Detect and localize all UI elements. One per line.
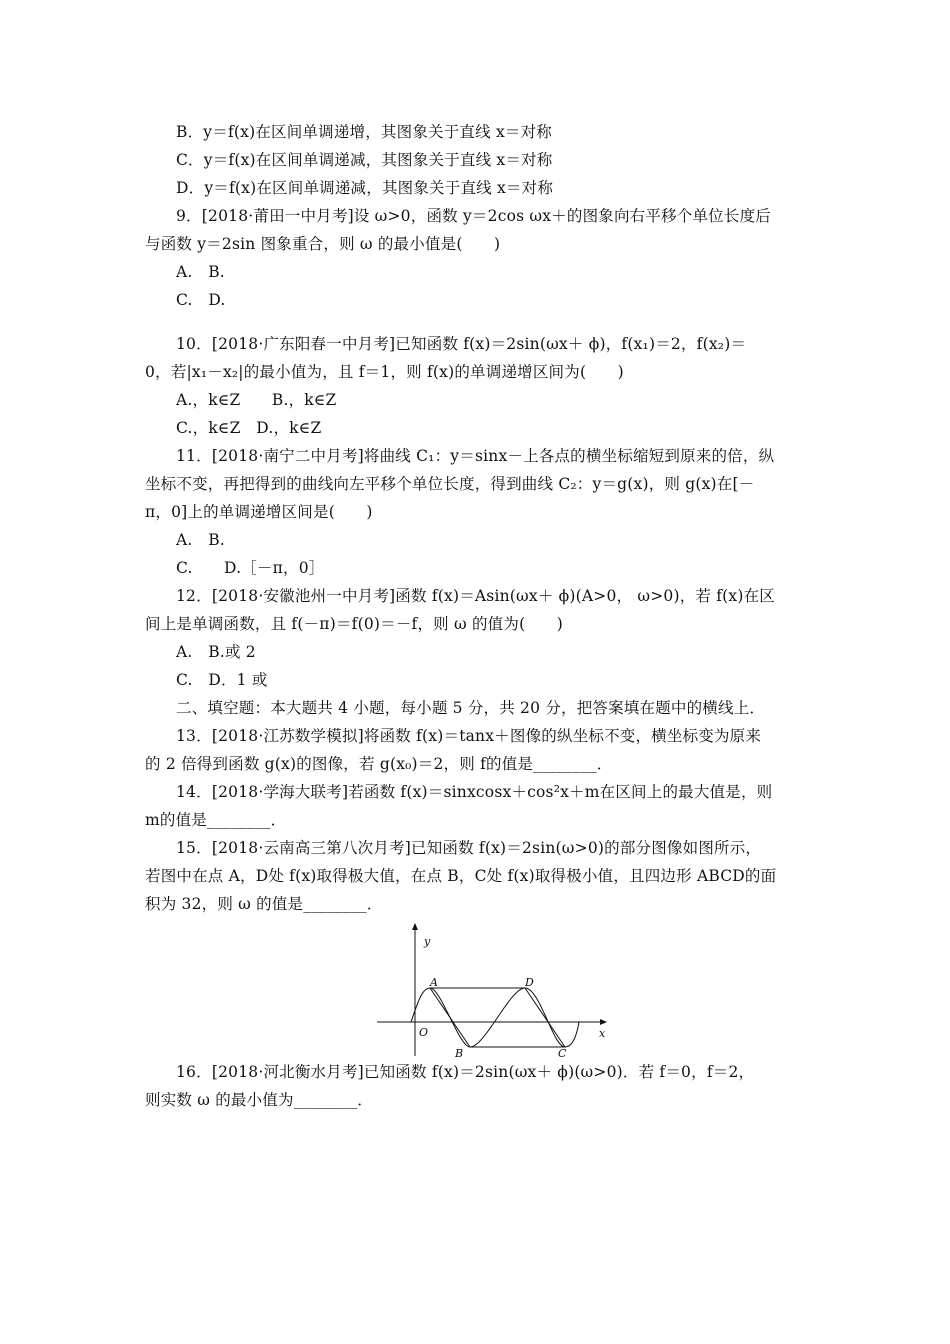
sine-graph-figure (375, 918, 615, 1058)
q16-stem-line1: 16．[2018·河北衡水月考]已知函数 f(x)＝2sin(ωx＋ ϕ)(ω>0)．若 f＝0，f＝2， (176, 1063, 755, 1081)
x-axis-arrow (600, 1019, 607, 1025)
q11-stem-line3: π，0]上的单调递增区间是( ) (145, 503, 373, 521)
point-d-label: D (525, 976, 534, 989)
y-axis-label: y (424, 935, 431, 948)
y-axis-arrow (412, 923, 418, 930)
point-a-label: A (430, 976, 438, 989)
q13-stem-line2: 的 2 倍得到函数 g(x)的图像，若 g(x₀)＝2，则 f的值是________． (145, 755, 613, 773)
q14-stem-line2: m的值是________． (145, 811, 287, 829)
x-axis-label: x (599, 1027, 606, 1040)
q14-stem-line1: 14．[2018·学海大联考]若函数 f(x)＝sinxcosx＋cos²x＋m在区间上的最大值是，则 (176, 783, 773, 801)
q12-stem-line2: 间上是单调函数，且 f(－π)＝f(0)＝－f，则 ω 的值为( ) (145, 615, 563, 633)
point-c-label: C (558, 1047, 567, 1058)
q9-stem-line2: 与函数 y＝2sin 图象重合，则 ω 的最小值是( ) (145, 235, 501, 253)
section-fill-in-heading: 二、填空题：本大题共 4 小题，每小题 5 分，共 20 分，把答案填在题中的横线上． (176, 699, 766, 717)
q8-option-b: B．y＝f(x)在区间单调递增，其图象关于直线 x＝对称 (176, 123, 552, 141)
q15-stem-line3: 积为 32，则 ω 的值是________． (145, 895, 383, 913)
q10-stem-line1: 10．[2018·广东阳春一中月考]已知函数 f(x)＝2sin(ωx＋ ϕ)，f(x₁)＝2，f(x₂)＝ (176, 335, 747, 353)
q15-stem-line1: 15．[2018·云南高三第八次月考]已知函数 f(x)＝2sin(ω>0)的部分图像如图所示， (176, 839, 762, 857)
q13-stem-line1: 13．[2018·江苏数学模拟]将函数 f(x)＝tanx＋图像的纵坐标不变，横坐标变为原来 (176, 727, 762, 745)
q11-stem-line1: 11．[2018·南宁二中月考]将曲线 C₁：y＝sinx－上各点的横坐标缩短到原来的倍，纵 (176, 447, 775, 465)
q9-options-cd: C. D. (176, 291, 226, 309)
q12-options-cd: C. D．1 或 (176, 671, 268, 689)
q16-stem-line2: 则实数 ω 的最小值为________． (145, 1091, 373, 1109)
q9-stem-line1: 9．[2018·莆田一中月考]设 ω>0，函数 y＝2cos ωx＋的图象向右平移个单位长度后 (176, 207, 771, 225)
q8-option-c: C．y＝f(x)在区间单调递减，其图象关于直线 x＝对称 (176, 151, 553, 169)
segment-dc (525, 988, 565, 1047)
point-b-label: B (455, 1047, 464, 1058)
q12-options-ab: A. B.或 2 (176, 643, 256, 661)
q10-options-cd: C.，k∈Z D.，k∈Z (176, 419, 322, 437)
q10-options-ab: A.，k∈Z B.，k∈Z (176, 391, 337, 409)
q11-options-ab: A. B. (176, 531, 225, 549)
q10-stem-line2: 0，若|x₁－x₂|的最小值为，且 f＝1，则 f(x)的单调递增区间为( ) (145, 363, 624, 381)
q12-stem-line1: 12．[2018·安徽池州一中月考]函数 f(x)＝Asin(ωx＋ ϕ)(A>0， ω>0)，若 f(x)在区 (176, 587, 775, 605)
q11-options-cd: C. D.［－π，0］ (176, 559, 325, 577)
q8-option-d: D．y＝f(x)在区间单调递减，其图象关于直线 x＝对称 (176, 179, 554, 197)
q15-stem-line2: 若图中在点 A，D处 f(x)取得极大值，在点 B，C处 f(x)取得极小值，且四边形 ABCD的面 (145, 867, 777, 885)
origin-label: O (419, 1026, 429, 1039)
q9-options-ab: A. B. (176, 263, 225, 281)
q11-stem-line2: 坐标不变，再把得到的曲线向左平移个单位长度，得到曲线 C₂：y＝g(x)，则 g(x)在[－ (145, 475, 755, 493)
